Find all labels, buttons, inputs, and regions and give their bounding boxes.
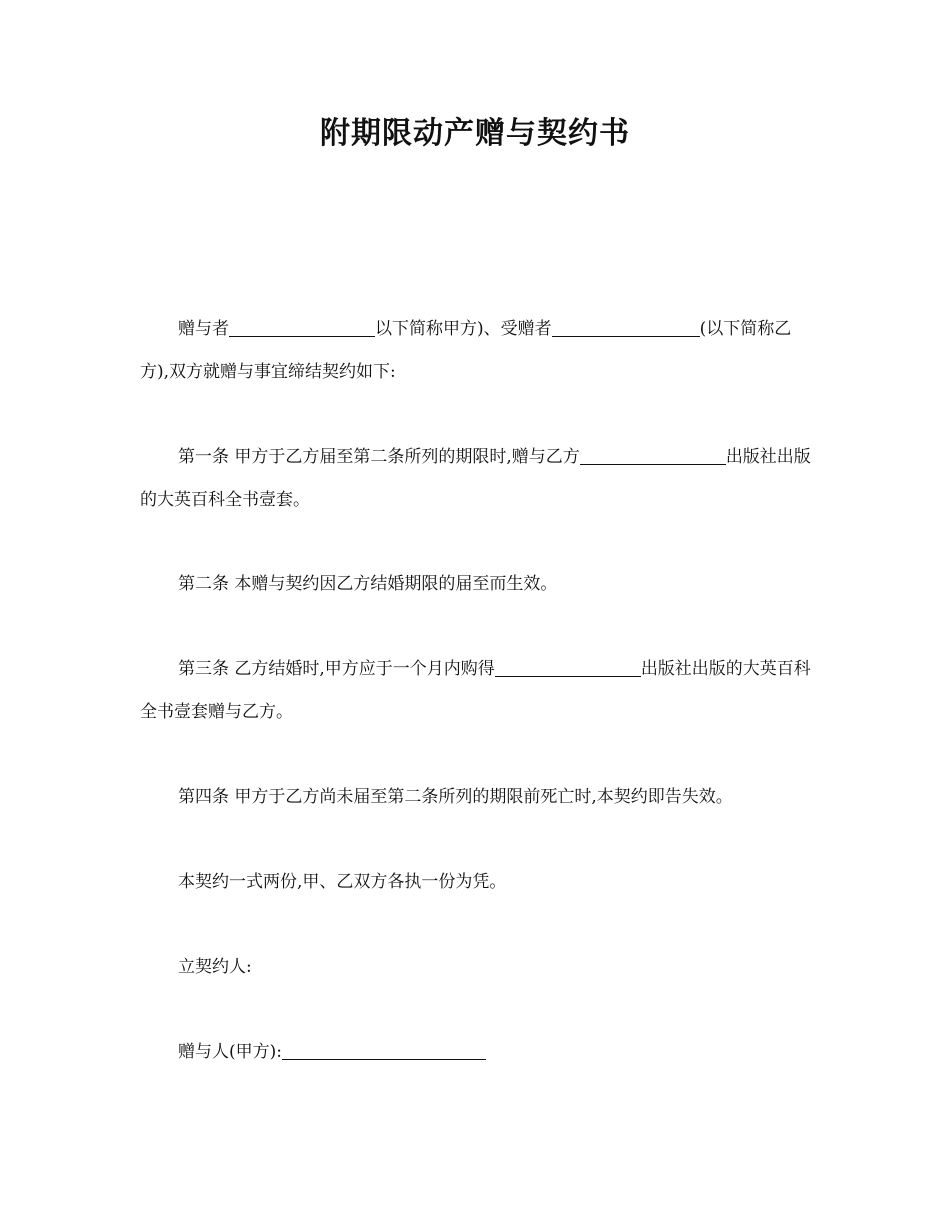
preamble-text-3: (以下简称乙方),双方就赠与事宜缔结契约如下: (140, 319, 792, 382)
donor-signature-label: 赠与人(甲方): (178, 1042, 282, 1062)
preamble-text-2: 以下简称甲方)、受赠者 (375, 319, 552, 339)
donor-signature-line (140, 1031, 812, 1074)
document-title: 附期限动产赠与契约书 (320, 116, 630, 151)
donee-name-blank (552, 318, 700, 337)
article-1-text-2: 出版社出版的大英百科全书壹套。 (140, 447, 811, 510)
article-1-publisher-blank (580, 446, 726, 465)
preamble-paragraph (140, 308, 812, 394)
article-2-paragraph: 第二条 本赠与契约因乙方结婚期限的届至而生效。 (178, 574, 558, 594)
article-1-paragraph (140, 436, 812, 522)
donor-name-blank (229, 318, 375, 337)
signatories-label: 立契约人: (178, 957, 252, 977)
article-1-text-1: 第一条 甲方于乙方届至第二条所列的期限时,赠与乙方 (178, 447, 580, 467)
article-3-paragraph (140, 648, 812, 734)
donor-signature-blank (282, 1041, 486, 1060)
article-3-text-1: 第三条 乙方结婚时,甲方应于一个月内购得 (178, 659, 495, 679)
copies-paragraph: 本契约一式两份,甲、乙双方各执一份为凭。 (178, 872, 507, 892)
article-3-publisher-blank (495, 658, 641, 677)
article-4-paragraph: 第四条 甲方于乙方尚未届至第二条所列的期限前死亡时,本契约即告失效。 (178, 787, 733, 807)
preamble-text-1: 赠与者 (178, 319, 229, 339)
article-3-text-2: 出版社出版的大英百科全书壹套赠与乙方。 (140, 659, 811, 722)
